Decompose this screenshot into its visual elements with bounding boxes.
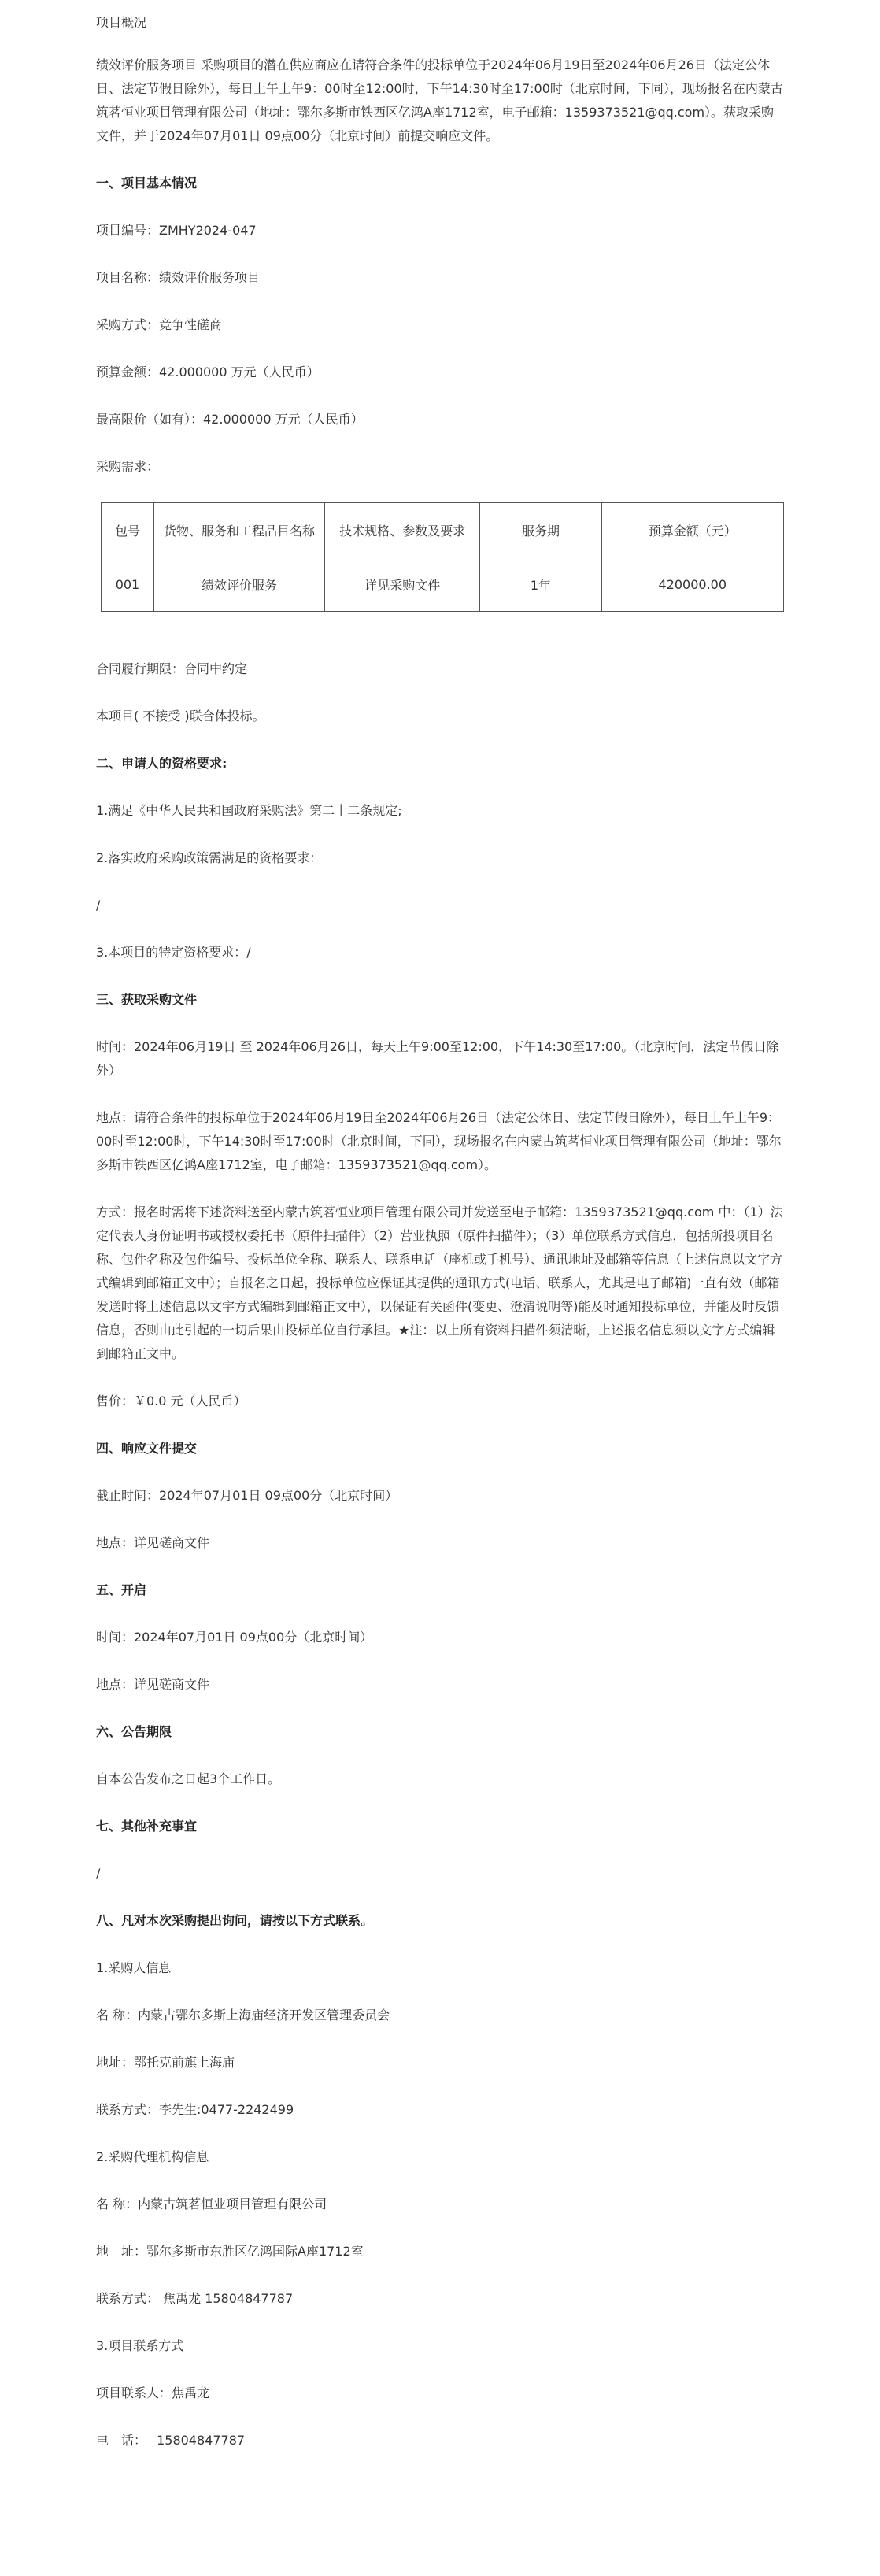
- section6-heading: 六、公告期限: [96, 1724, 172, 1739]
- purchaser-address: 地址：鄂托克前旗上海庙: [96, 2055, 235, 2070]
- project-contact-person: 项目联系人：焦禹龙: [96, 2385, 210, 2400]
- obtain-time: 时间：2024年06月19日 至 2024年06月26日，每天上午9:00至12:00，下午14:30至17:00。（北京时间，法定节假日除外）: [96, 1039, 779, 1078]
- supplementary-info: /: [96, 1866, 101, 1881]
- qualification-item-3: 3.本项目的特定资格要求：/: [96, 945, 251, 960]
- table-cell: 1年: [480, 557, 601, 612]
- procurement-method: 采购方式：竞争性磋商: [96, 317, 223, 332]
- overview-label: 项目概况: [96, 15, 147, 30]
- submission-place: 地点：详见磋商文件: [96, 1535, 210, 1550]
- qualification-item-2-value: /: [96, 898, 101, 912]
- section2-heading: 二、申请人的资格要求:: [96, 756, 227, 771]
- table-header-cell: 服务期: [480, 503, 601, 557]
- submission-deadline: 截止时间：2024年07月01日 09点00分（北京时间）: [96, 1488, 398, 1503]
- table-header-cell: 技术规格、参数及要求: [325, 503, 480, 557]
- table-header-cell: 货物、服务和工程品目名称: [153, 503, 324, 557]
- section7-heading: 七、其他补充事宜: [96, 1819, 198, 1834]
- notice-period: 自本公告发布之日起3个工作日。: [96, 1771, 281, 1786]
- section8-heading: 八、凡对本次采购提出询问，请按以下方式联系。: [96, 1913, 374, 1928]
- agency-title: 2.采购代理机构信息: [96, 2149, 209, 2164]
- section3-heading: 三、获取采购文件: [96, 992, 198, 1007]
- project-name: 项目名称：绩效评价服务项目: [96, 270, 261, 285]
- section5-heading: 五、开启: [96, 1582, 147, 1597]
- project-contact-title: 3.项目联系方式: [96, 2338, 184, 2353]
- table-header-cell: 包号: [102, 503, 154, 557]
- procurement-demand-table: [101, 502, 784, 612]
- qualification-item-1: 1.满足《中华人民共和国政府采购法》第二十二条规定;: [96, 803, 402, 818]
- agency-address: 地 址：鄂尔多斯市东胜区亿鸿国际A座1712室: [96, 2244, 364, 2259]
- agency-name: 名 称：内蒙古筑茗恒业项目管理有限公司: [96, 2197, 327, 2211]
- section4-heading: 四、响应文件提交: [96, 1441, 198, 1456]
- contract-period: 合同履行期限：合同中约定: [96, 661, 248, 676]
- document-price: 售价：￥0.0 元（人民币）: [96, 1393, 246, 1408]
- opening-place: 地点：详见磋商文件: [96, 1677, 210, 1692]
- obtain-method: 方式：报名时需将下述资料送至内蒙古筑茗恒业项目管理有限公司并发送至电子邮箱：1359373521@qq.com 中：（1）法定代表人身份证明书或授权委托书（原件扫描件）（2）营业执照（原件扫描件）；（3）单位联系方式信息，包括所投项目名称、包件名称及包件编号、投标单位全称、联系人、联系电话（座机或手机号）、通讯地址及邮箱等信息（上述信息以文字方式编辑到邮箱正文中）；自报名之日起，投标单位应保证其提供的通讯方式(电话、联系人，尤其是电子邮箱)一直有效（邮箱发送时将上述信息以文字方式编辑到邮箱正文中），以保证有关函件(变更、澄清说明等)能及时通知投标单位，并能及时反馈信息，否则由此引起的一切后果由投标单位自行承担。★注：以上所有资料扫描件须清晰，上述报名信息须以文字方式编辑到邮箱正文中。: [96, 1205, 783, 1361]
- opening-time: 时间：2024年07月01日 09点00分（北京时间）: [96, 1630, 373, 1645]
- consortium-note: 本项目( 不接受 )联合体投标。: [96, 709, 265, 724]
- overview-text: 绩效评价服务项目 采购项目的潜在供应商应在请符合条件的投标单位于2024年06月19日至2024年06月26日（法定公休日、法定节假日除外），每日上午上午9：00时至12:00时，下午14:30时至17:00时（北京时间，下同），现场报名在内蒙古筑茗恒业项目管理有限公司（地址：鄂尔多斯市铁西区亿鸿A座1712室，电子邮箱：1359373521@qq.com）。获取采购文件，并于2024年07月01日 09点00分（北京时间）前提交响应文件。: [96, 57, 783, 143]
- table-header-cell: 预算金额（元）: [601, 503, 783, 557]
- table-cell: 绩效评价服务: [153, 557, 324, 612]
- spacer: [96, 612, 784, 657]
- demand-label: 采购需求：: [96, 459, 160, 474]
- project-number: 项目编号：ZMHY2024-047: [96, 223, 257, 238]
- table-header-row: [102, 503, 784, 557]
- table-cell: 420000.00: [601, 557, 783, 612]
- purchaser-contact: 联系方式：李先生:0477-2242499: [96, 2102, 294, 2117]
- table-cell: 详见采购文件: [325, 557, 480, 612]
- agency-contact: 联系方式： 焦禹龙 15804847787: [96, 2291, 294, 2306]
- purchaser-title: 1.采购人信息: [96, 1960, 172, 1975]
- budget-amount: 预算金额：42.000000 万元（人民币）: [96, 365, 320, 379]
- project-contact-phone: 电 话： 15804847787: [96, 2433, 246, 2448]
- obtain-place: 地点：请符合条件的投标单位于2024年06月19日至2024年06月26日（法定公休日、法定节假日除外），每日上午上午9：00时至12:00时，下午14:30时至17:00时（北京时间，下同），现场报名在内蒙古筑茗恒业项目管理有限公司（地址：鄂尔多斯市铁西区亿鸿A座1712室，电子邮箱：1359373521@qq.com）。: [96, 1110, 782, 1172]
- qualification-item-2: 2.落实政府采购政策需满足的资格要求：: [96, 850, 323, 865]
- purchaser-name: 名 称：内蒙古鄂尔多斯上海庙经济开发区管理委员会: [96, 2008, 390, 2023]
- table-row: [102, 557, 784, 612]
- max-price: 最高限价（如有）：42.000000 万元（人民币）: [96, 412, 364, 427]
- table-cell: 001: [102, 557, 154, 612]
- section1-heading: 一、项目基本情况: [96, 176, 198, 191]
